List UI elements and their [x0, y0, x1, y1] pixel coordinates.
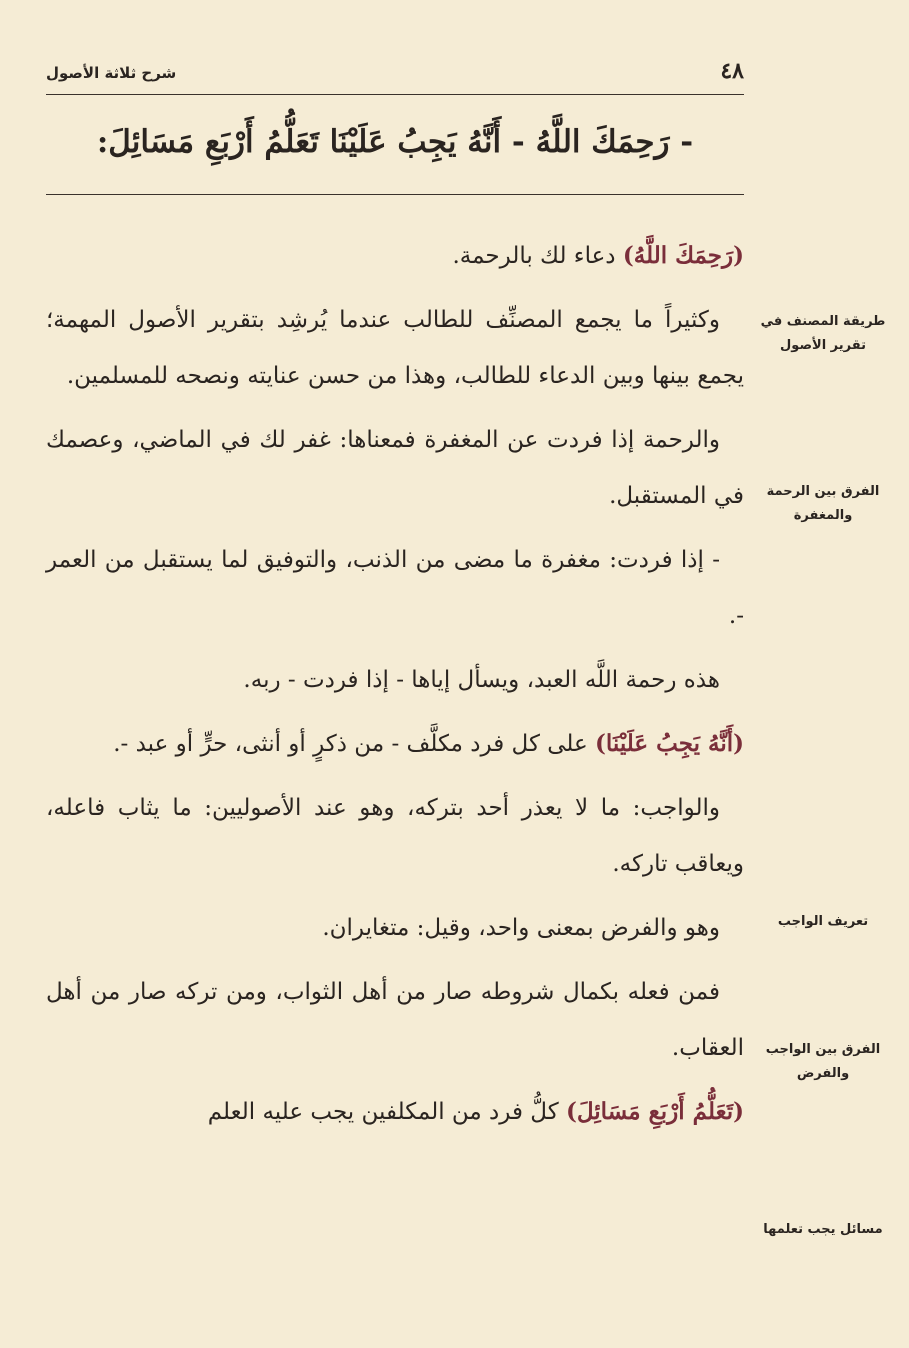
page-number: ٤٨ — [720, 58, 744, 84]
margin-note-four-issues: مسائل يجب تعلمها — [763, 1222, 883, 1237]
margin-note-obligation-definition: تعريف الواجب — [777, 914, 869, 929]
paragraph-2: وكثيراً ما يجمع المصنِّف للطالب عندما يُرشِد بتقرير الأصول المهمة؛ يجمع بينها وبين الدعاء للطالب، وهذا من حسن عنايته ونصحه للمسلمين. — [46, 307, 744, 389]
book-title: شرح ثلاثة الأصول — [46, 64, 177, 82]
paragraph-text: كلُّ فرد من المكلفين يجب عليه العلم — [207, 1099, 566, 1125]
paragraph-7: والواجب: ما لا يعذر أحد بتركه، وهو عند الأصوليين: ما يثاب فاعله، ويعاقب تاركه. — [46, 795, 744, 877]
paragraph-9: فمن فعله بكمال شروطه صار من أهل الثواب، ومن تركه صار من أهل العقاب. — [46, 979, 744, 1061]
page-header — [46, 54, 744, 95]
quoted-phrase: (تَعَلُّمُ أَرْبَعِ مَسَائِلَ) — [565, 1098, 744, 1125]
paragraph-8: وهو والفرض بمعنى واحد، وقيل: متغايران. — [322, 915, 720, 941]
matn-text: - رَحِمَكَ اللَّهُ - أَنَّهُ يَجِبُ عَلَيْنَا تَعَلُّمُ أَرْبَعِ مَسَائِلَ: — [46, 112, 744, 195]
paragraph-4: - إذا فردت: مغفرة ما مضى من الذنب، والتوفيق لما يستقبل من العمر -. — [46, 547, 744, 629]
commentary-body — [46, 228, 744, 1148]
margin-note-method: طريقة المصنف في تقرير الأصول — [760, 314, 886, 353]
paragraph-text: دعاء لك بالرحمة. — [452, 243, 623, 269]
paragraph-5: هذه رحمة اللَّه العبد، ويسأل إياها - إذا فردت - ربه. — [243, 667, 720, 693]
quoted-phrase: (أَنَّهُ يَجِبُ عَلَيْنَا) — [595, 730, 744, 757]
paragraph-6 — [46, 716, 744, 772]
margin-note-mercy-forgiveness: الفرق بين الرحمة والمغفرة — [766, 484, 880, 523]
paragraph-1 — [46, 228, 744, 284]
paragraph-10 — [46, 1084, 744, 1140]
margin-note-obligation-vs-fard: الفرق بين الواجب والفرض — [765, 1042, 881, 1081]
paragraph-3: والرحمة إذا فردت عن المغفرة فمعناها: غفر لك في الماضي، وعصمك في المستقبل. — [46, 427, 744, 509]
quoted-phrase: (رَحِمَكَ اللَّهُ) — [622, 242, 744, 269]
paragraph-text: على كل فرد مكلَّف - من ذكرٍ أو أنثى، حرٍّ أو عبد -. — [113, 731, 596, 757]
